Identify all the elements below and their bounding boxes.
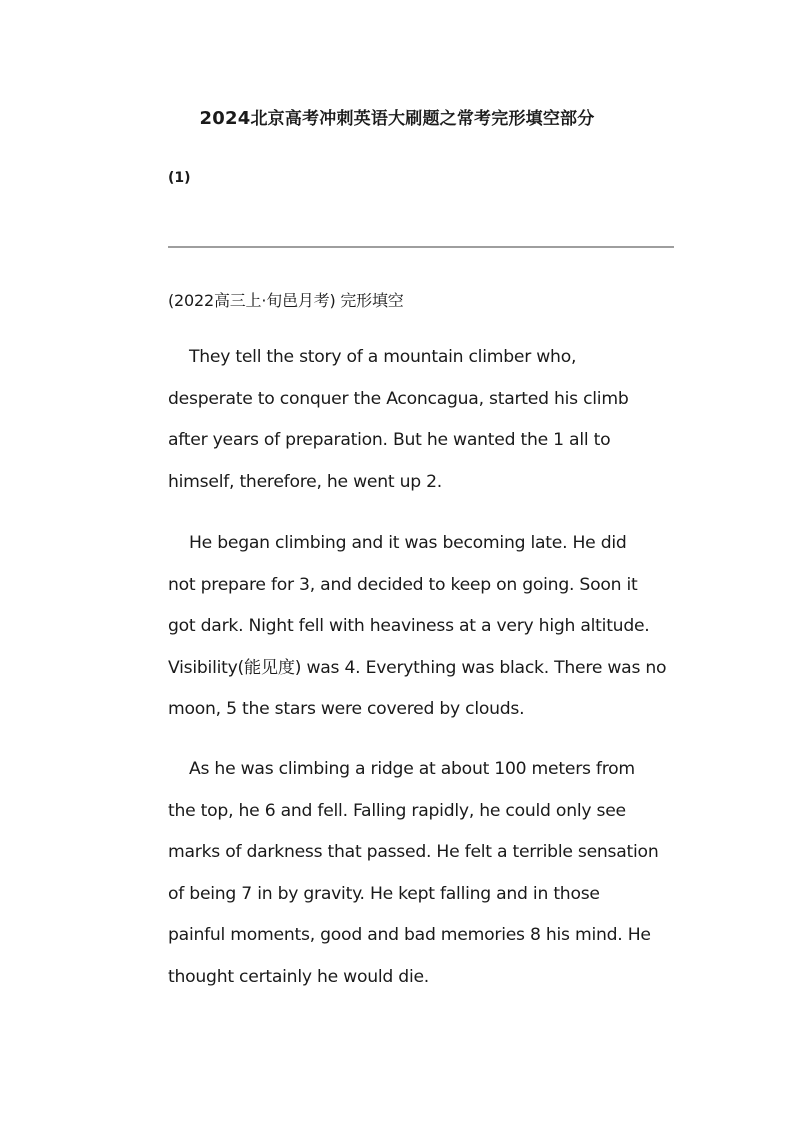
- paragraph-line: marks of darkness that passed. He felt a terrible sensation: [168, 842, 659, 863]
- paragraph-line: They tell the story of a mountain climber who,: [189, 347, 577, 367]
- paragraph-line: the top, he 6 and fell. Falling rapidly, he could only see: [168, 800, 626, 821]
- paragraph-line: He began climbing and it was becoming late. He did: [189, 533, 627, 553]
- paragraph-line: of being 7 in by gravity. He kept falling and in those: [168, 883, 600, 904]
- question-source: (2022高三上·旬邑月考) 完形填空: [168, 291, 404, 310]
- paragraph-line: after years of preparation. But he wanted the 1 all to: [168, 430, 611, 451]
- paragraph-line: moon, 5 the stars were covered by clouds.: [168, 699, 525, 720]
- passage-paragraph-1: [168, 337, 680, 503]
- paragraph-line: himself, therefore, he went up 2.: [168, 471, 442, 492]
- passage-paragraph-2: [168, 523, 680, 731]
- paragraph-line: not prepare for 3, and decided to keep on going. Soon it: [168, 574, 638, 595]
- paragraph-line: got dark. Night fell with heaviness at a very high altitude.: [168, 616, 650, 637]
- title-year: 2024: [199, 108, 251, 129]
- paragraph-line: desperate to conquer the Aconcagua, started his climb: [168, 388, 629, 409]
- paragraph-line: thought certainly he would die.: [168, 966, 430, 987]
- paragraph-line: Visibility(能见度) was 4. Everything was black. There was no: [168, 657, 667, 678]
- passage-paragraph-3: [168, 749, 680, 999]
- paragraph-line: painful moments, good and bad memories 8 his mind. He: [168, 925, 651, 946]
- document-title: [0, 104, 794, 129]
- section-number: (1): [168, 170, 191, 186]
- paragraph-line: As he was climbing a ridge at about 100 meters from: [189, 759, 635, 779]
- horizontal-divider: [168, 246, 674, 248]
- title-text: 北京高考冲刺英语大刷题之常考完形填空部分: [250, 109, 595, 129]
